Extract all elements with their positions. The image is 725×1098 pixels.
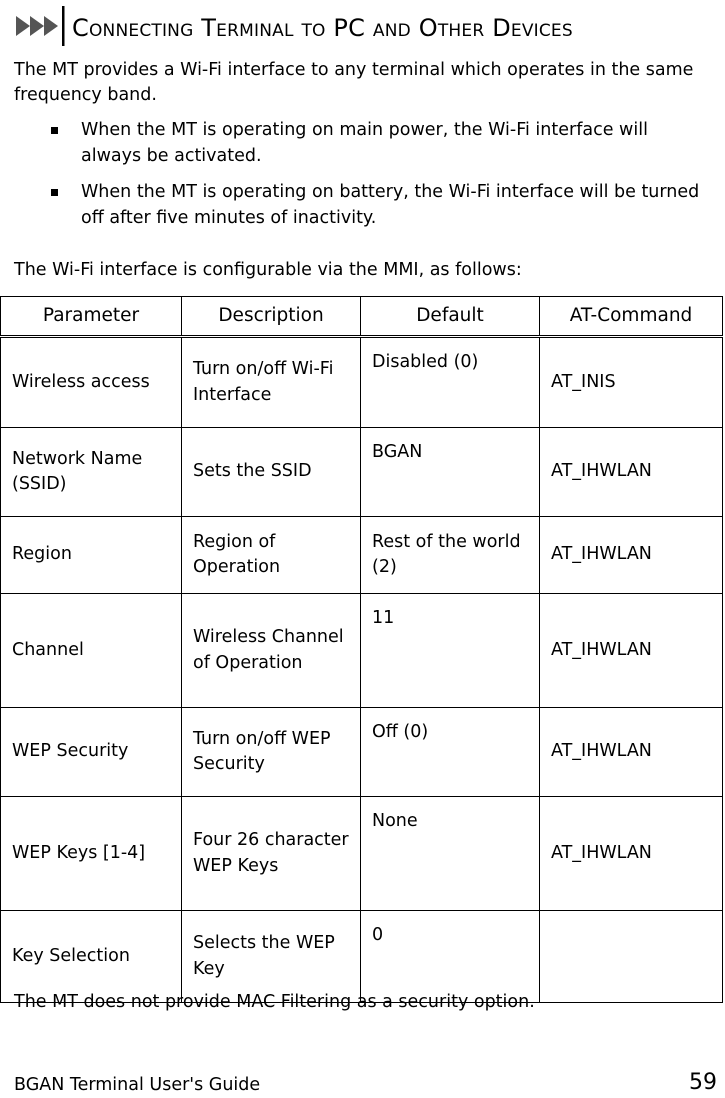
cell-description: Wireless Channel of Operation <box>182 594 361 708</box>
cell-at-command: AT_IHWLAN <box>540 797 723 911</box>
header-at-command: AT-Command <box>540 297 723 337</box>
header-description: Description <box>182 297 361 337</box>
cell-parameter: WEP Keys [1-4] <box>1 797 182 911</box>
cell-parameter: WEP Security <box>1 708 182 797</box>
cell-parameter: Wireless access <box>1 337 182 428</box>
cell-default: BGAN <box>361 428 540 517</box>
table-lead-text: The Wi-Fi interface is configurable via the MMI, as follows: <box>14 260 522 280</box>
cell-at-command: AT_IHWLAN <box>540 708 723 797</box>
cell-default: 0 <box>361 911 540 1003</box>
cell-at-command: AT_INIS <box>540 337 723 428</box>
cell-default: None <box>361 797 540 911</box>
cell-description: Four 26 character WEP Keys <box>182 797 361 911</box>
cell-description: Selects the WEP Key <box>182 911 361 1003</box>
bullet-text: When the MT is operating on main power, the Wi-Fi interface will always be activated. <box>81 120 648 166</box>
bullet-square-icon <box>51 127 58 134</box>
cell-description: Region of Operation <box>182 517 361 594</box>
cell-at-command: AT_IHWLAN <box>540 594 723 708</box>
cell-parameter: Network Name (SSID) <box>1 428 182 517</box>
table-header-row <box>1 297 723 337</box>
header-default: Default <box>361 297 540 337</box>
cell-default: Off (0) <box>361 708 540 797</box>
bullet-text: When the MT is operating on battery, the Wi-Fi interface will be turned off after five minutes of inactivity. <box>81 182 700 228</box>
cell-default: 11 <box>361 594 540 708</box>
section-heading <box>14 4 573 46</box>
cell-at-command: AT_IHWLAN <box>540 428 723 517</box>
bullet-item <box>0 118 700 169</box>
page-number: 59 <box>689 1070 717 1095</box>
bullet-list <box>0 118 700 242</box>
cell-parameter: Key Selection <box>1 911 182 1003</box>
wifi-parameters-table <box>0 296 723 1003</box>
table-row <box>1 911 723 1003</box>
cell-description: Turn on/off WEP Security <box>182 708 361 797</box>
table-row <box>1 428 723 517</box>
fast-forward-arrows-icon <box>14 6 70 46</box>
section-title: Connecting Terminal to PC and Other Devices <box>72 14 573 42</box>
cell-default: Rest of the world (2) <box>361 517 540 594</box>
cell-default: Disabled (0) <box>361 337 540 428</box>
bullet-item <box>0 180 700 231</box>
cell-parameter: Region <box>1 517 182 594</box>
intro-paragraph: The MT provides a Wi-Fi interface to any terminal which operates in the same frequency band. <box>14 60 694 105</box>
table-row <box>1 797 723 911</box>
table-row <box>1 517 723 594</box>
table-row <box>1 337 723 428</box>
footer-document-title: BGAN Terminal User's Guide <box>14 1075 261 1095</box>
cell-parameter: Channel <box>1 594 182 708</box>
header-parameter: Parameter <box>1 297 182 337</box>
cell-description: Turn on/off Wi-Fi Interface <box>182 337 361 428</box>
cell-description: Sets the SSID <box>182 428 361 517</box>
closing-paragraph: The MT does not provide MAC Filtering as a security option. <box>14 992 535 1012</box>
bullet-square-icon <box>51 189 58 196</box>
cell-at-command <box>540 911 723 1003</box>
table-row <box>1 708 723 797</box>
cell-at-command: AT_IHWLAN <box>540 517 723 594</box>
table-row <box>1 594 723 708</box>
